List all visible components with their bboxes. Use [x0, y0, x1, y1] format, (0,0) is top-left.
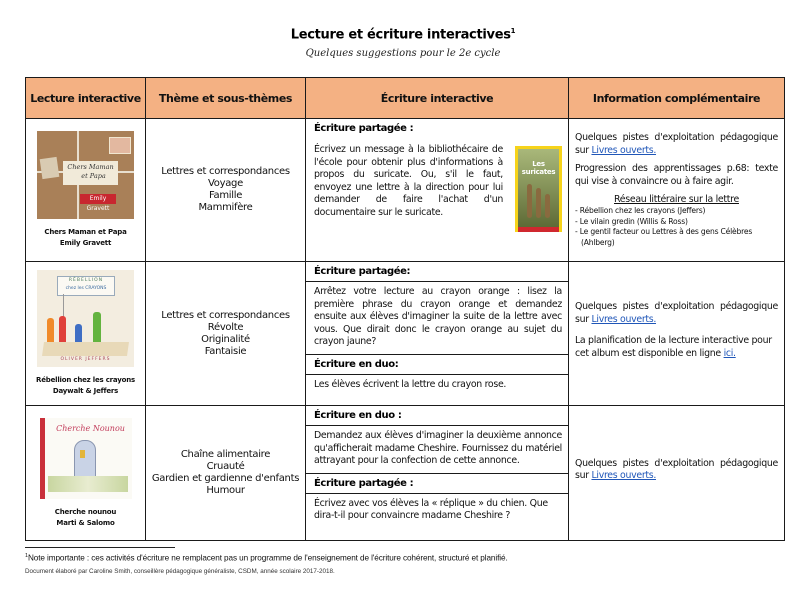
ecriture-title: Écriture en duo:: [306, 355, 568, 375]
info-text: Quelques pistes d'exploitation pédagogique sur: [575, 132, 778, 156]
theme-item: Gardien et gardienne d'enfants: [151, 473, 300, 484]
info-paragraph: [575, 458, 778, 483]
reseau-item: - Le vilain gredin (Willis & Ross): [575, 216, 688, 226]
reseau-item: - Rébellion chez les crayons (Jeffers): [575, 206, 706, 215]
book-author: Emily Gravett: [59, 239, 112, 247]
cover-text: chez les CRAYONS: [65, 286, 107, 291]
theme-item: Humour: [206, 485, 245, 496]
table-header-row: [26, 78, 785, 119]
ecriture-cell: [306, 406, 569, 541]
cover-text: Chers Maman: [67, 163, 114, 171]
table-row: [26, 119, 785, 262]
book-title: Chers Maman et Papa: [44, 228, 127, 236]
ecriture-title: Écriture en duo :: [306, 406, 568, 426]
ecriture-body: [306, 138, 568, 237]
theme-item: Chaîne alimentaire: [180, 449, 271, 460]
book-cover-chers-maman-et-papa-icon: [37, 131, 134, 219]
info-paragraph: [575, 335, 778, 360]
suggestions-table: [25, 77, 785, 541]
ecriture-body: Arrêtez votre lecture au crayon orange : lisez la première phrase du crayon orange et demandez ensuite aux élèves d'imaginer la suite de la lettre avec vous. Que dirait donc le crayon orange au sujet du crayon jaune?: [314, 286, 562, 347]
theme-item: Originalité: [201, 333, 250, 345]
reseau-item: - Le gentil facteur ou Lettres à des gens Célèbres (Ahlberg): [575, 227, 753, 247]
book-cover-rebellion-chez-les-crayons-icon: [37, 270, 134, 367]
ecriture-block: [306, 355, 568, 406]
cover-text: RÉBELLION: [68, 278, 104, 283]
theme-cell: [146, 262, 306, 406]
theme-item: Lettres et correspondances: [161, 309, 290, 321]
ecriture-title: Écriture partagée:: [306, 262, 568, 282]
theme-cell: [146, 406, 306, 541]
info-text: La planification de la lecture interactive pour cet album est disponible en ligne: [575, 335, 772, 359]
column-header-ecriture: Écriture interactive: [306, 78, 569, 119]
reseau-title: Réseau littéraire sur la lettre: [614, 194, 739, 205]
book-cover-cherche-nounou-icon: [40, 418, 132, 499]
ecriture-block: [306, 262, 568, 355]
livres-ouverts-link[interactable]: Livres ouverts.: [591, 144, 657, 156]
info-cell: [569, 119, 785, 262]
ecriture-cell: [306, 119, 569, 262]
ecriture-body: Demandez aux élèves d'imaginer la deuxième annonce qu'afficherait madame Cheshire. Fournissez du matériel attrayant pour la confection de cette annonce.: [314, 430, 562, 466]
title-text: Lecture et écriture interactives: [290, 27, 511, 43]
ecriture-title: Écriture partagée :: [314, 123, 414, 134]
info-text: Quelques pistes d'exploitation pédagogique sur: [575, 457, 778, 481]
page-subtitle: Quelques suggestions pour le 2e cycle: [305, 48, 501, 59]
cover-text: et Papa: [81, 172, 106, 180]
ecriture-title: Écriture partagée :: [306, 474, 568, 494]
info-text: Quelques pistes d'exploitation pédagogique sur: [575, 301, 778, 325]
book-title: Rébellion chez les crayons: [36, 376, 135, 384]
theme-item: Voyage: [208, 178, 243, 189]
theme-item: Cruauté: [206, 461, 245, 472]
cover-author-label: OLIVER JEFFERS: [60, 357, 111, 362]
column-header-theme: Thème et sous-thèmes: [146, 78, 306, 119]
footnote: [25, 553, 508, 563]
book-cell: [26, 262, 146, 406]
theme-cell: [146, 119, 306, 262]
footnote-text: Note importante : ces activités d'écriture ne remplacent pas un programme de l'enseignement de l'écriture cohérent, structuré et planifié.: [27, 553, 508, 563]
info-paragraph: [575, 132, 778, 157]
ecriture-cell: [306, 262, 569, 406]
book-cell: [26, 406, 146, 541]
ecriture-body: Écrivez avec vos élèves la « réplique » du chien. Que dira-t-il pour convaincre madame Cheshire ?: [314, 497, 548, 521]
footnote-marker: 1: [25, 553, 28, 559]
ecriture-text: Écrivez un message à la bibliothécaire de l'école pour obtenir plus d'informations à propos du suricate. Ou, s'il le faut, envoyez une lettre à la direction pour lui demander de faire l'achat d'un documentaire sur le suricate.: [314, 144, 503, 218]
theme-item: Famille: [208, 190, 243, 201]
column-header-information: Information complémentaire: [569, 78, 785, 119]
book-cell: [26, 119, 146, 262]
ici-link[interactable]: ici.: [723, 347, 736, 359]
ecriture-block: [306, 474, 568, 528]
book-author: Daywalt & Jeffers: [52, 387, 119, 395]
ecriture-block: [306, 119, 568, 237]
theme-item: Mammifère: [198, 202, 253, 213]
page-title: [0, 27, 806, 42]
cover-text: Cherche Nounou: [56, 423, 125, 433]
info-paragraph: Progression des apprentissages p.68: texte qui vise à convaincre ou à faire agir.: [575, 163, 778, 187]
ecriture-block: [306, 406, 568, 474]
footnote-divider: [25, 547, 175, 548]
theme-item: Fantaisie: [204, 345, 247, 357]
reseau-list: [575, 206, 778, 248]
book-cover-les-suricates-icon: [515, 146, 562, 232]
book-title: Cherche nounou: [54, 507, 117, 516]
theme-item: Lettres et correspondances: [161, 166, 290, 177]
footnote-marker: 1: [510, 27, 516, 35]
livres-ouverts-link[interactable]: Livres ouverts.: [591, 470, 657, 481]
table-row: [26, 406, 785, 541]
cover-text: Les suricates: [521, 160, 556, 176]
ecriture-body: Les élèves écrivent la lettre du crayon rose.: [314, 378, 507, 390]
info-cell: [569, 406, 785, 541]
info-paragraph: [575, 301, 778, 326]
theme-item: Révolte: [207, 321, 244, 333]
credit-line: Document élaboré par Caroline Smith, conseillère pédagogique généraliste, CSDM, année scolaire 2017-2018.: [25, 568, 335, 575]
column-header-lecture: Lecture interactive: [26, 78, 146, 119]
table-row: [26, 262, 785, 406]
info-cell: [569, 262, 785, 406]
cover-author-label: Emily Gravett: [80, 194, 116, 204]
livres-ouverts-link[interactable]: Livres ouverts.: [591, 313, 657, 325]
book-author: Marti & Salomo: [56, 518, 115, 527]
